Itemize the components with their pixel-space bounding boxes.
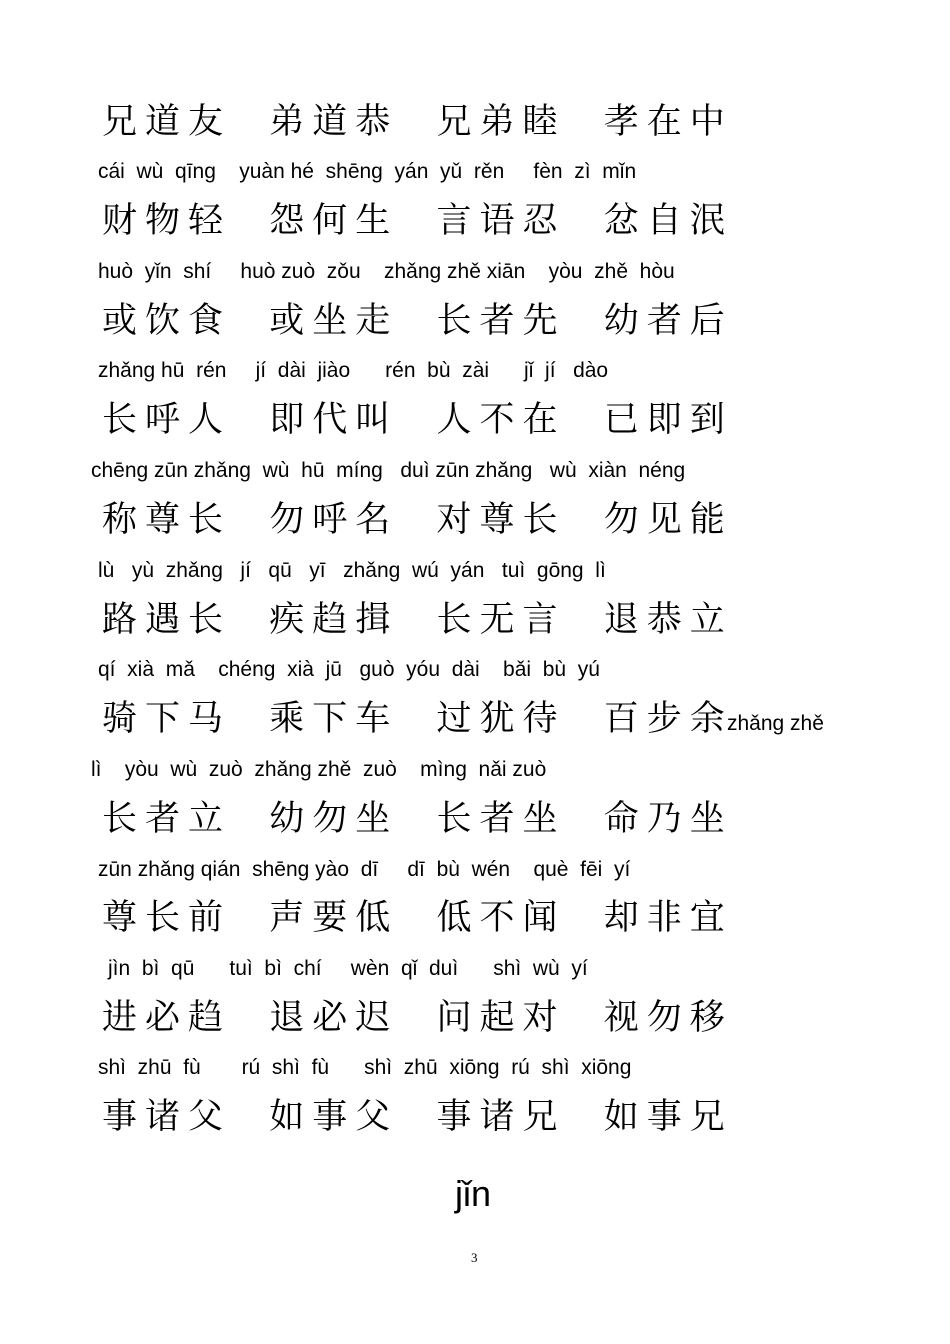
pinyin-line-7: qí xià mǎ chéng xià jū guò yóu dài bǎi bù yú xyxy=(98,658,600,681)
hanzi-line-10: 进必趋 退必迟 问起对 视勿移 xyxy=(102,998,733,1038)
page-number: 3 xyxy=(471,1250,478,1265)
hanzi-line-1: 兄道友 弟道恭 兄弟睦 孝在中 xyxy=(102,102,733,142)
pinyin-line-3: huò yǐn shí huò zuò zǒu zhǎng zhě xiān yòu zhě hòu xyxy=(98,260,675,283)
pinyin-line-11: shì zhū fù rú shì fù shì zhū xiōng rú shì xiōng xyxy=(98,1056,632,1079)
pinyin-line-5: chēng zūn zhǎng wù hū míng duì zūn zhǎng wù xiàn néng xyxy=(91,459,686,482)
large-pinyin-heading: jǐn xyxy=(455,1173,492,1214)
pinyin-line-9: zūn zhǎng qián shēng yào dī dī bù wén què fēi yí xyxy=(98,858,631,881)
pinyin-line-6: lù yù zhǎng jí qū yī zhǎng wú yán tuì gōng lì xyxy=(98,559,606,582)
hanzi-line-5: 称尊长 勿呼名 对尊长 勿见能 xyxy=(102,500,733,540)
hanzi-line-8: 长者立 幼勿坐 长者坐 命乃坐 xyxy=(102,799,733,839)
pinyin-line-7-overflow: zhǎng zhě xyxy=(727,712,824,735)
pinyin-line-8: lì yòu wù zuò zhǎng zhě zuò mìng nǎi zuò xyxy=(91,758,547,781)
hanzi-line-3: 或饮食 或坐走 长者先 幼者后 xyxy=(102,301,733,341)
hanzi-line-6: 路遇长 疾趋揖 长无言 退恭立 xyxy=(102,600,733,640)
hanzi-line-4: 长呼人 即代叫 人不在 已即到 xyxy=(102,400,733,440)
hanzi-line-11: 事诸父 如事父 事诸兄 如事兄 xyxy=(102,1097,733,1137)
hanzi-line-7: 骑下马 乘下车 过犹待 百步余 xyxy=(102,699,733,739)
pinyin-line-10: jìn bì qū tuì bì chí wèn qǐ duì shì wù yí xyxy=(108,957,588,980)
hanzi-line-2: 财物轻 怨何生 言语忍 忿自泯 xyxy=(102,201,733,241)
pinyin-line-2: cái wù qīng yuàn hé shēng yán yǔ rěn fèn zì mǐn xyxy=(98,160,637,183)
pinyin-line-4: zhǎng hū rén jí dài jiào rén bù zài jǐ jí dào xyxy=(98,359,609,382)
hanzi-line-9: 尊长前 声要低 低不闻 却非宜 xyxy=(102,898,733,938)
